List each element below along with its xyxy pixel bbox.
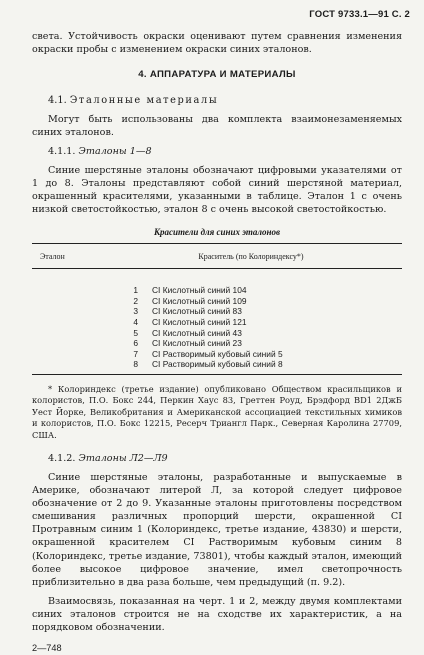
subsection-4-1-1-number: 4.1.1. bbox=[48, 145, 76, 157]
table-cell-dye: CI Растворимый кубовый синий 5 bbox=[152, 348, 283, 359]
table-cell-etalon: 7 bbox=[133, 348, 138, 359]
table-header-dye: Краситель (по Колориндексу*) bbox=[198, 251, 304, 261]
paragraph-4-1: Могут быть использованы два комплекта взаимонезаменяемых синих эталонов. bbox=[32, 114, 402, 139]
paragraph-last: Взаимосвязь, показанная на черт. 1 и 2, между двумя комплектами синих эталонов строится не на сходстве их характеристик, а на порядковом обозначении. bbox=[32, 595, 402, 634]
table-cell-etalon: 2 bbox=[133, 295, 138, 306]
subsection-4-1-title: Эталонные материалы bbox=[69, 95, 219, 107]
table-row bbox=[32, 317, 402, 328]
table-header-etalon: Эталон bbox=[40, 251, 65, 261]
paragraph-4-1-2: Синие шерстяные эталоны, разработанные и выпускаемые в Америке, обозначают литерой Л, за которой следует цифровое обозначение от 2 до 9. Указанные эталоны приготовлены посредством смешивания различных пропорций шерсти, окрашенной CI Протравным синим 1 (Колориндекс, третье издание, 43830) и шерсти, окрашенной красителем CI Растворимым кубовым синим 8 (Колориндекс, третье издание, 73801), чтобы каждый эталон, имеющий более высокое цифровое значение, имел светопрочность приблизительно в два раза больше, чем предыдущий (п. 9.2). bbox=[32, 472, 402, 588]
paragraph-top: света. Устойчивость окраски оценивают путем сравнения изменения окраски пробы с изменением окраски синих эталонов. bbox=[32, 31, 402, 56]
table-cell-dye: CI Кислотный синий 121 bbox=[152, 316, 247, 327]
table-row bbox=[32, 306, 402, 317]
table-cell-etalon: 8 bbox=[133, 359, 138, 370]
table-cell-dye: CI Растворимый кубовый синий 8 bbox=[152, 359, 283, 370]
subsection-4-1-1-title: Эталоны 1—8 bbox=[78, 145, 152, 157]
table-cell-dye: CI Кислотный синий 43 bbox=[152, 327, 242, 338]
table-row bbox=[32, 328, 402, 339]
subsection-4-1-2-number: 4.1.2. bbox=[48, 452, 76, 464]
table-cell-etalon: 5 bbox=[133, 327, 138, 338]
page-content bbox=[32, 30, 402, 655]
table-row bbox=[32, 338, 402, 349]
paragraph-4-1-1: Синие шерстяные эталоны обозначают цифровыми указателями от 1 до 8. Эталоны представляют собой синий шерстяной материал, окрашенный красителями, указанными в таблице. Эталон 1 с очень низкой светостойкостью, эталон 8 с очень высокой светостойкостью. bbox=[32, 164, 402, 215]
table-body bbox=[32, 269, 402, 374]
page-header: ГОСТ 9733.1—91 С. 2 bbox=[309, 9, 410, 20]
table-cell-dye: CI Кислотный синий 109 bbox=[152, 295, 247, 306]
table-cell-dye: CI Кислотный синий 83 bbox=[152, 306, 242, 317]
footer-code: 2—748 bbox=[32, 643, 62, 654]
table-cell-etalon: 1 bbox=[133, 285, 138, 296]
subsection-4-1-2-heading bbox=[48, 452, 402, 465]
table-row bbox=[32, 349, 402, 360]
table-header bbox=[32, 244, 402, 268]
table-row bbox=[32, 285, 402, 296]
section-title: 4. АППАРАТУРА И МАТЕРИАЛЫ bbox=[138, 69, 296, 81]
subsection-4-1-number: 4.1. bbox=[48, 95, 67, 107]
table-row bbox=[32, 359, 402, 370]
subsection-4-1-2-title: Эталоны Л2—Л9 bbox=[78, 452, 168, 464]
table-cell-etalon: 6 bbox=[133, 338, 138, 349]
table-cell-dye: CI Кислотный синий 104 bbox=[152, 285, 247, 296]
footnote: * Колориндекс (третье издание) опубликовано Обществом красильщиков и колористов, П.О. Бокс 244, Перкин Хаус 83, Греттен Роуд, Брэдфорд BD1 2ДжБ Уест Йорке, Великобритания и Американской ассоциацией текстильных химиков и колористов, П.О. Бокс 12215, Ресерч Триангл Парк., Северная Каролина 27709, США. bbox=[32, 383, 402, 440]
table-cell-etalon: 4 bbox=[133, 316, 138, 327]
table-caption: Красители для синих эталонов bbox=[153, 227, 281, 238]
subsection-4-1-1-heading bbox=[48, 145, 402, 158]
table-bottom-rule bbox=[32, 374, 402, 375]
table-row bbox=[32, 296, 402, 307]
subsection-4-1-heading bbox=[48, 94, 402, 107]
table-cell-dye: CI Кислотный синий 23 bbox=[152, 338, 242, 349]
table-cell-etalon: 3 bbox=[133, 306, 138, 317]
